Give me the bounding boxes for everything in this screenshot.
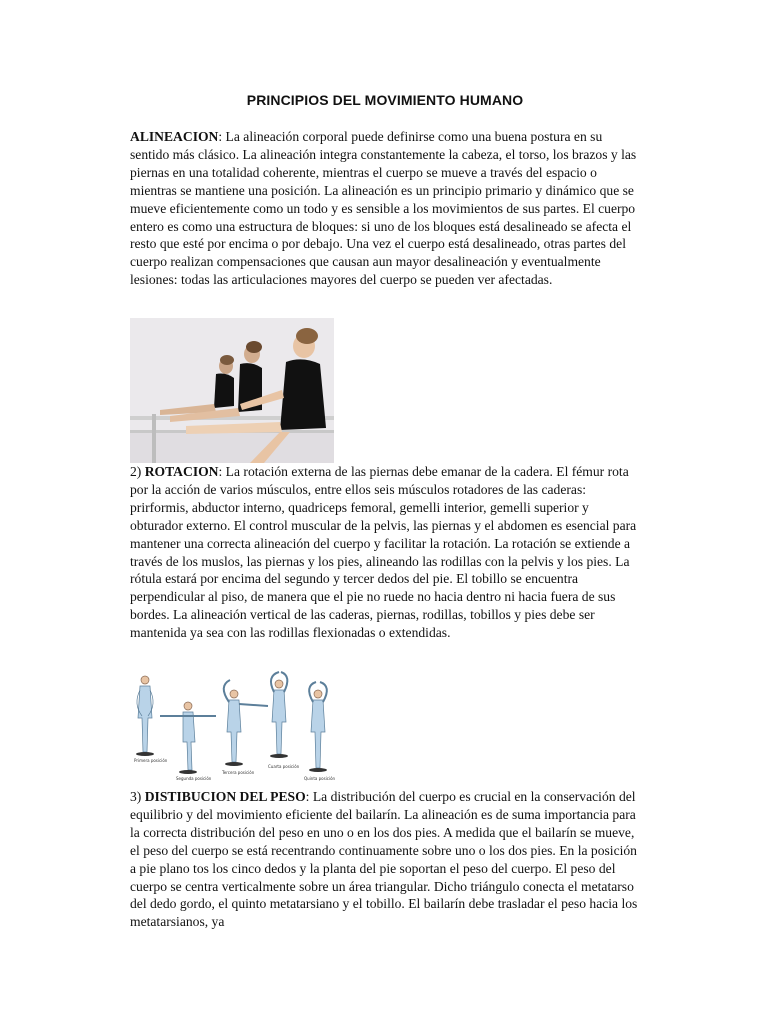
ballet-barre-illustration <box>130 318 334 463</box>
caption-fourth-position: Cuarta posición <box>268 764 300 769</box>
body-alineacion: : La alineación corporal puede definirse como una buena postura en su sentido más clásico. La alineación integra constantemente la cabeza, el torso, los brazos y las piernas en una totalidad coherente, mientras el cuerpo se mueve a través del espacio o mientras se mantiene una posición. La alineación es un principio primario y dinámico que se mueve eficientemente como un todo y es sensible a los movimientos de sus partes. El cuerpo entero es como una estructura de bloques: si uno de los bloques está desalineado se afecta el resto que esté por encima o por debajo. Una vez el cuerpo está desalineado, otras partes del cuerpo realizan compensaciones que causan aun mayor desalineación y eventualmente lesiones: todas las articulaciones mayores del cuerpo se pueden ver afectadas. <box>130 129 637 288</box>
paragraph-rotacion <box>130 463 640 642</box>
heading-alineacion: ALINEACION <box>130 129 219 144</box>
number-rotacion: 2) <box>130 464 145 479</box>
caption-second-position: Segunda posición <box>176 776 212 781</box>
ballet-positions-illustration <box>130 670 336 782</box>
heading-distribucion: DISTIBUCION DEL PESO <box>144 789 306 804</box>
number-distribucion: 3) <box>130 789 145 804</box>
paragraph-distribucion <box>130 788 640 931</box>
heading-rotacion: ROTACION <box>144 464 219 479</box>
caption-third-position: Tercera posición <box>222 770 255 775</box>
paragraph-alineacion <box>130 128 640 289</box>
body-rotacion: : La rotación externa de las piernas debe emanar de la cadera. El fémur rota por la acción de varios músculos, entre ellos seis músculos rotadores de las caderas: prirformis, abductor interno, quadriceps femoral, gemelli interior, gemelli superior y obturador externo. El control muscular de la pelvis, las piernas y el abdomen es esencial para mantener una correcta alineación del cuerpo y facilitar la rotación. La rotación se extiende a través de los muslos, las piernas y los pies, alineando las rodillas con la pelvis y los pies. La rótula estará por encima del segundo y tercer dedos del pie. El tobillo se encuentra perpendicular al piso, de manera que el pie no ruede no hacia dentro ni hacia fuera de sus bordes. La alineación vertical de las caderas, piernas, rodillas, tobillos y pies debe ser mantenida ya sea con las rodillas flexionadas o extendidas. <box>130 464 637 641</box>
page-title: PRINCIPIOS DEL MOVIMIENTO HUMANO <box>246 92 524 108</box>
body-distribucion: : La distribución del cuerpo es crucial en la conservación del equilibrio y del movimiento eficiente del bailarín. La alineación es de suma importancia para la correcta distribución del peso en uno o en los dos pies. A medida que el bailarín se mueve, el peso del cuerpo se está recentrando continuamente sobre uno o los dos pies. En la posición a pie plano tos los cinco dedos y la planta del pie soportan el peso del cuerpo. El peso del cuerpo se centra verticalmente sobre un área triangular. Dicho triángulo conecta el metatarso del dedo gordo, el quinto metatarsiano y el tobillo. El bailarín debe trasladar el peso hacia los metatarsianos, ya <box>130 789 638 930</box>
caption-fifth-position: Quinta posición <box>304 776 336 781</box>
caption-first-position: Primera posición <box>134 758 168 763</box>
ballet-positions-figure <box>130 670 336 782</box>
ballet-barre-photo <box>130 318 334 463</box>
